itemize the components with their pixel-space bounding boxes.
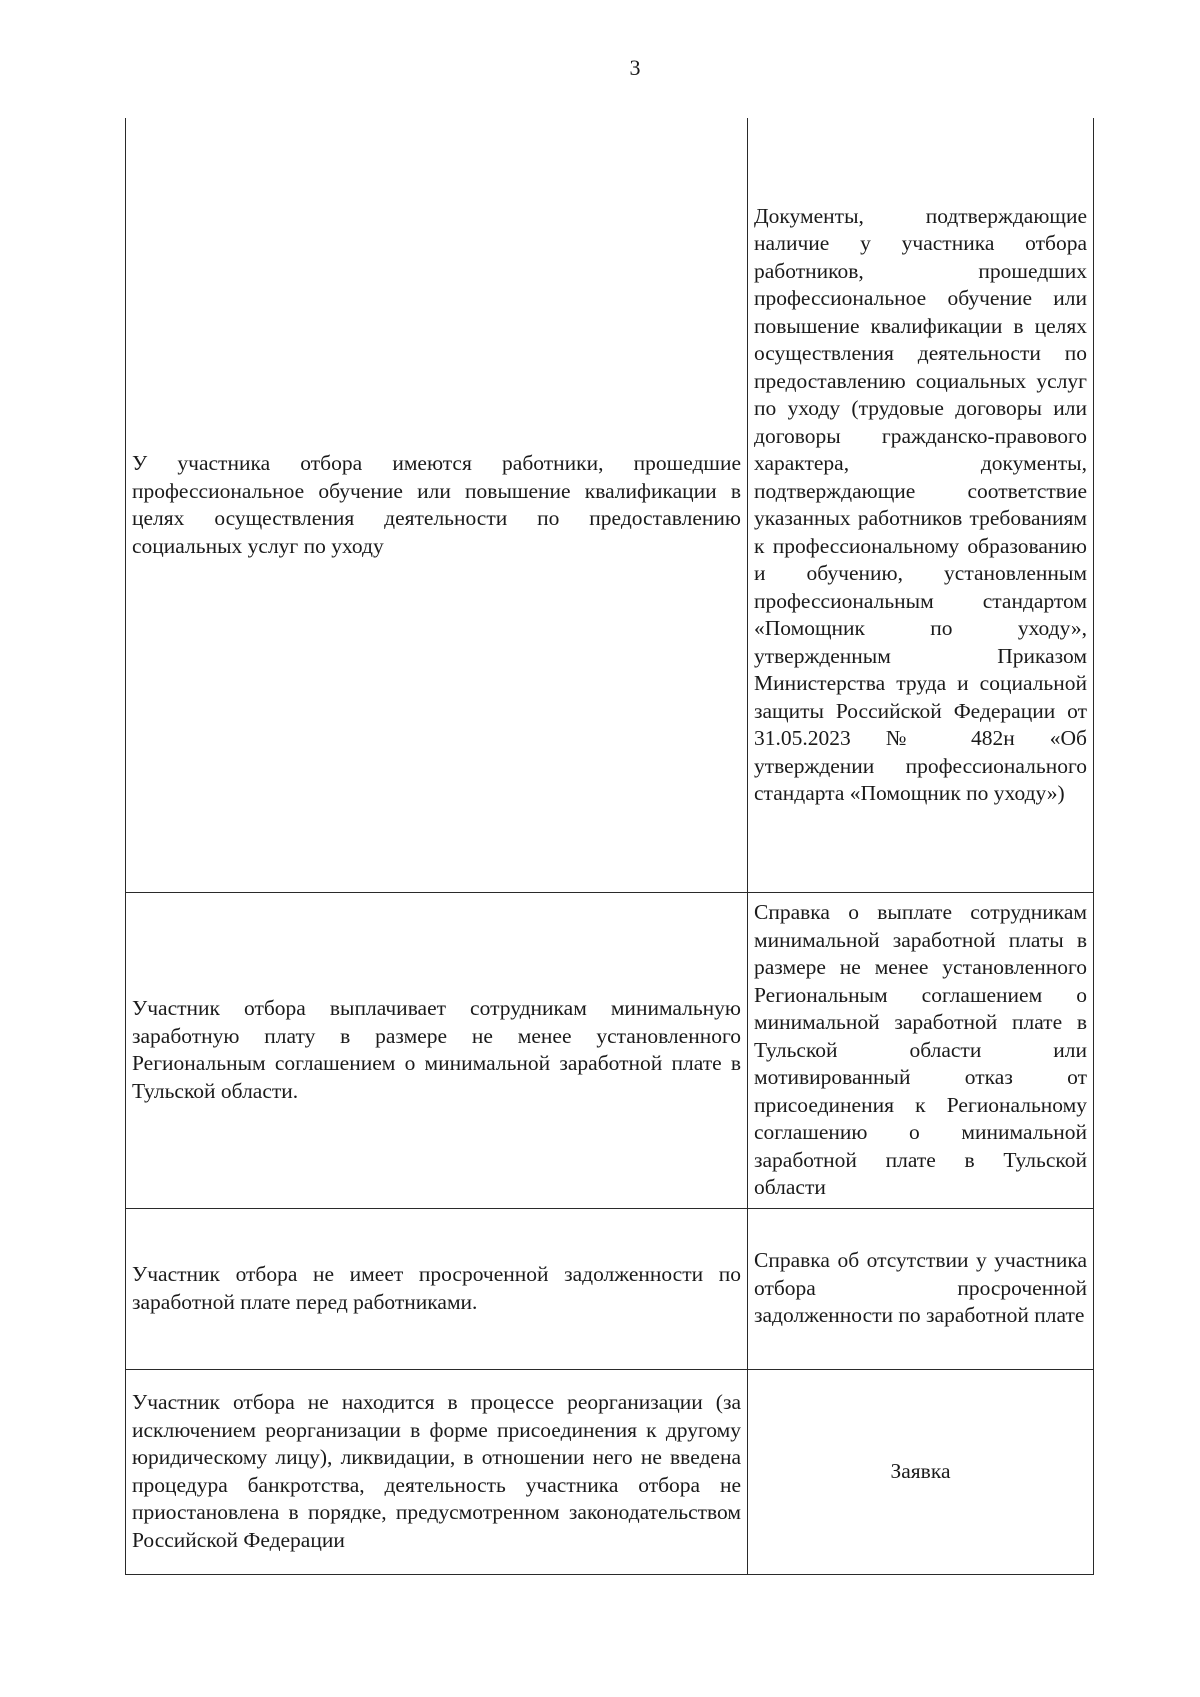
document-cell: Справка об отсутствии у участника отбора просроченной задолженности по заработной плате <box>748 1208 1094 1369</box>
criterion-cell: У участника отбора имеются работники, прошедшие профессиональное обучение или повышение квалификации в целях осуществления деятельности по предоставлению социальных услуг по уходу <box>126 118 748 893</box>
table-row <box>126 118 1094 893</box>
criterion-cell: Участник отбора не находится в процессе реорганизации (за исключением реорганизации в форме присоединения к другому юридическому лицу), ликвидации, в отношении него не введена процедура банкротства, деятельность участника отбора не приостановлена в порядке, предусмотренном законодательством Российской Федерации <box>126 1369 748 1574</box>
document-cell: Документы, подтверждающие наличие у участника отбора работников, прошедших профессиональное обучение или повышение квалификации в целях осуществления деятельности по предоставлению социальных услуг по уходу (трудовые договоры или договоры гражданско-правового характера, документы, подтверждающие соответствие указанных работников требованиям к профессиональному образованию и обучению, установленным профессиональным стандартом «Помощник по уходу», утвержденным Приказом Министерства труда и социальной защиты Российской Федерации от 31.05.2023 № 482н «Об утверждении профессионального стандарта «Помощник по уходу») <box>748 118 1094 893</box>
table-row <box>126 1208 1094 1369</box>
table-row <box>126 1369 1094 1574</box>
criterion-cell: Участник отбора выплачивает сотрудникам минимальную заработную плату в размере не менее установленного Региональным соглашением о минимальной заработной плате в Тульской области. <box>126 893 748 1209</box>
document-cell: Справка о выплате сотрудникам минимальной заработной платы в размере не менее установленного Региональным соглашением о минимальной заработной плате в Тульской области или мотивированный отказ от присоединения к Региональному соглашению о минимальной заработной плате в Тульской области <box>748 893 1094 1209</box>
document-cell: Заявка <box>748 1369 1094 1574</box>
table-row <box>126 893 1094 1209</box>
criterion-cell: Участник отбора не имеет просроченной задолженности по заработной плате перед работниками. <box>126 1208 748 1369</box>
page-number: 3 <box>629 55 641 80</box>
requirements-table <box>125 118 1094 1575</box>
